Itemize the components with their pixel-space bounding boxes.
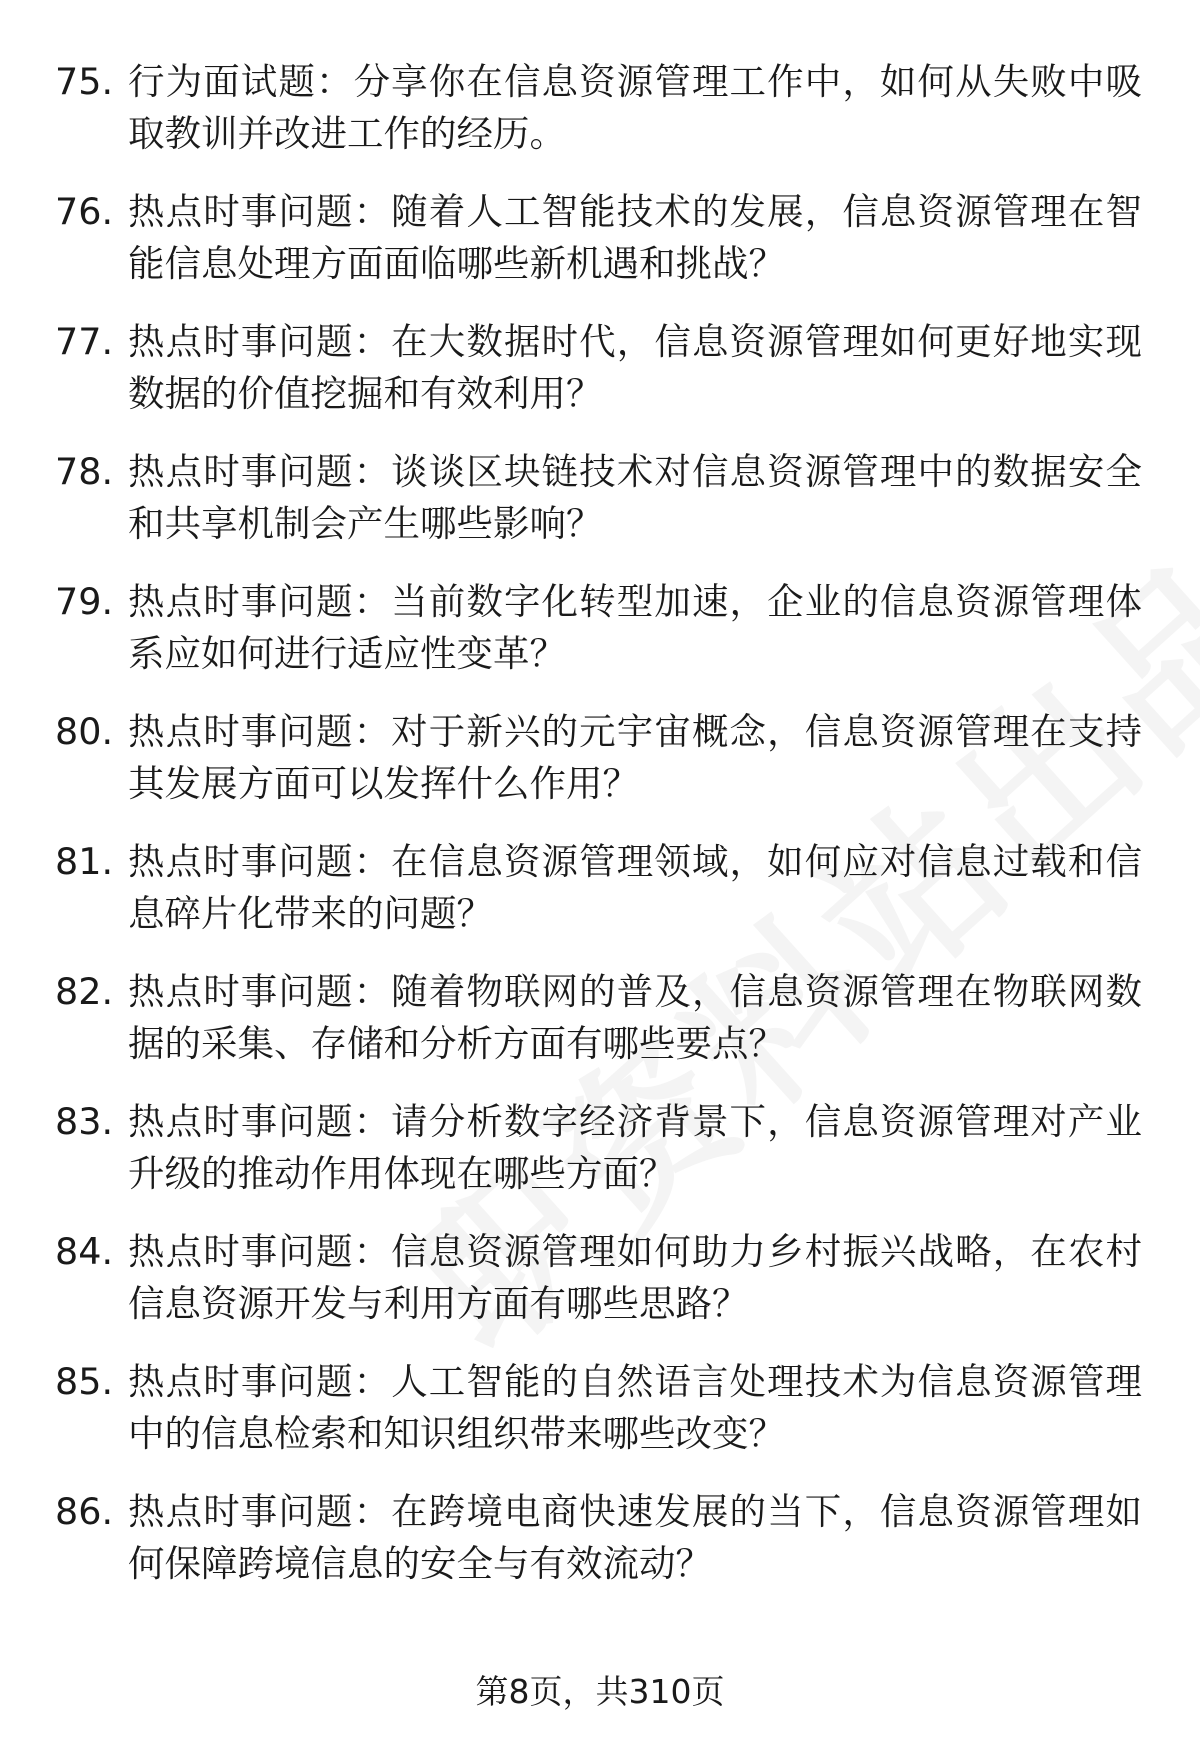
question-item [0,1096,1200,1226]
page-footer [0,1670,1200,1714]
question-text: 热点时事问题：对于新兴的元宇宙概念，信息资源管理在支持其发展方面可以发挥什么作用？ [128,710,1142,805]
question-number: 80. [55,710,114,753]
question-item [0,186,1200,316]
question-number: 82. [55,970,114,1013]
question-text: 热点时事问题：随着物联网的普及，信息资源管理在物联网数据的采集、存储和分析方面有哪些要点？ [128,970,1142,1065]
question-number: 75. [55,60,114,103]
question-number: 76. [55,190,114,233]
question-number: 85. [55,1360,114,1403]
question-item [0,446,1200,576]
question-item [0,56,1200,186]
question-number: 84. [55,1230,114,1273]
question-item [0,316,1200,446]
question-text: 热点时事问题：信息资源管理如何助力乡村振兴战略，在农村信息资源开发与利用方面有哪些思路？ [128,1230,1142,1325]
question-text: 热点时事问题：谈谈区块链技术对信息资源管理中的数据安全和共享机制会产生哪些影响？ [128,450,1142,545]
question-number: 78. [55,450,114,493]
question-item [0,1486,1200,1616]
question-list [0,56,1200,1616]
question-text: 热点时事问题：请分析数字经济背景下，信息资源管理对产业升级的推动作用体现在哪些方面？ [128,1100,1142,1195]
question-item [0,1226,1200,1356]
question-item [0,1356,1200,1486]
question-item [0,576,1200,706]
question-text: 热点时事问题：人工智能的自然语言处理技术为信息资源管理中的信息检索和知识组织带来哪些改变？ [128,1360,1142,1455]
question-number: 83. [55,1100,114,1143]
question-text: 热点时事问题：随着人工智能技术的发展，信息资源管理在智能信息处理方面面临哪些新机遇和挑战？ [128,190,1142,285]
question-number: 81. [55,840,114,883]
question-text: 行为面试题：分享你在信息资源管理工作中，如何从失败中吸取教训并改进工作的经历。 [128,60,1142,155]
question-item [0,836,1200,966]
question-item [0,706,1200,836]
question-text: 热点时事问题：在信息资源管理领域，如何应对信息过载和信息碎片化带来的问题？ [128,840,1142,935]
page-number-label: 第8页，共310页 [475,1672,725,1711]
question-text: 热点时事问题：当前数字化转型加速，企业的信息资源管理体系应如何进行适应性变革？ [128,580,1142,675]
question-number: 79. [55,580,114,623]
question-item [0,966,1200,1096]
question-text: 热点时事问题：在大数据时代，信息资源管理如何更好地实现数据的价值挖掘和有效利用？ [128,320,1142,415]
question-number: 86. [55,1490,114,1533]
question-number: 77. [55,320,114,363]
question-text: 热点时事问题：在跨境电商快速发展的当下，信息资源管理如何保障跨境信息的安全与有效流动？ [128,1490,1142,1585]
